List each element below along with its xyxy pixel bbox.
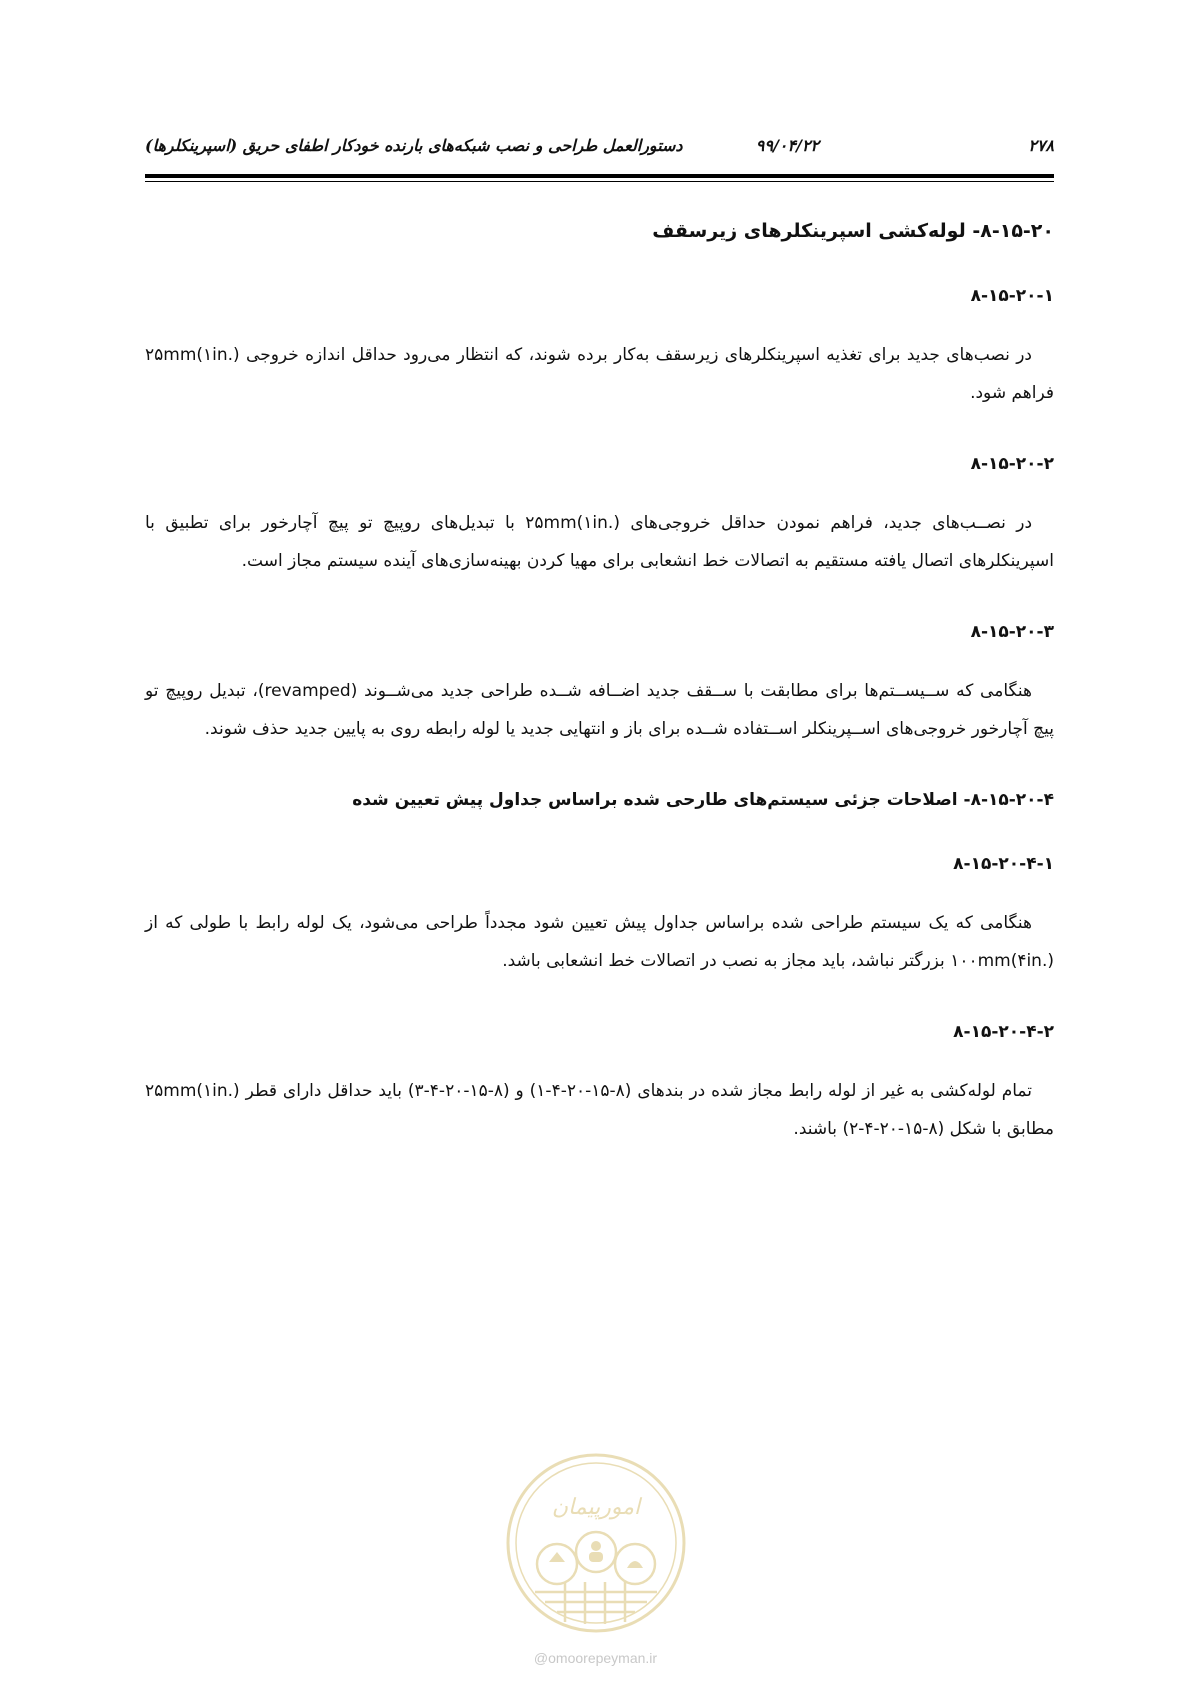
paragraph: هنگامی که یک سیستم طراحی شده براساس جداول پیش تعیین شود مجدداً طراحی می‌شود، یک لوله رابط با طولی که از ۱۰۰mm(۴in.) بزرگتر نباشد، باید مجاز به نصب در اتصالات خط انشعابی باشد. xyxy=(145,913,1054,971)
page-number: ۲۷۸ xyxy=(1028,136,1054,155)
subsection-heading: ۸-۱۵-۲۰-۴- اصلاحات جزئی سیستم‌های طارحی شده براساس جداول پیش تعیین شده xyxy=(352,790,1054,810)
watermark-site: @omoorepeyman.ir xyxy=(533,1650,658,1666)
watermark-logo-text: امورپیمان xyxy=(551,1495,641,1520)
clause-number: ۸-۱۵-۲۰-۴-۱ xyxy=(953,854,1054,874)
section-heading: ۸-۱۵-۲۰- لوله‌کشی اسپرینکلرهای زیرسقف xyxy=(652,220,1054,242)
header-rule-thick xyxy=(145,174,1054,178)
header-title: دستورالعمل طراحی و نصب شبکه‌های بارنده خودکار اطفای حریق (اسپرینکلرها) xyxy=(145,136,683,155)
header-date: ۹۹/۰۴/۲۲ xyxy=(755,136,819,155)
document-body xyxy=(145,200,1054,1148)
watermark-logo xyxy=(505,1452,687,1634)
header-rule-thin xyxy=(145,181,1054,182)
clause-number: ۸-۱۵-۲۰-۳ xyxy=(970,622,1054,642)
page-header xyxy=(145,128,1054,166)
paragraph: تمام لوله‌کشی به غیر از لوله رابط مجاز شده در بندهای (۸-۱۵-۲۰-۴-۱) و (۸-۱۵-۲۰-۴-۳) باید حداقل دارای قطر ۲۵mm(۱in.) مطابق با شکل (۸-۱۵-۲۰-۴-۲) باشند. xyxy=(145,1081,1054,1139)
clause-number: ۸-۱۵-۲۰-۲ xyxy=(970,454,1054,474)
paragraph: هنگامی که ســیســتم‌ها برای مطابقت با ســقف جدید اضــافه شــده طراحی جدید می‌شــوند (revamped)، تبدیل روپیچ تو پیچ آچارخور خروجی‌های اســپرینکلر اســتفاده شــده برای باز و انتهایی جدید یا لوله رابطه روی به پایین جدید حذف شوند. xyxy=(145,681,1054,739)
paragraph: در نصــب‌های جدید، فراهم نمودن حداقل خروجی‌های ۲۵mm(۱in.) با تبدیل‌های روپیچ تو پیچ آچارخور برای تطبیق با اسپرینکلرهای اتصال یافته مستقیم به اتصالات خط انشعابی برای مهیا کردن بهینه‌سازی‌های آینده سیستم مجاز است. xyxy=(145,513,1054,571)
clause-number: ۸-۱۵-۲۰-۱ xyxy=(970,286,1054,306)
paragraph: در نصب‌های جدید برای تغذیه اسپرینکلرهای زیرسقف به‌کار برده شوند، که انتظار می‌رود حداقل اندازه خروجی ۲۵mm(۱in.) فراهم شود. xyxy=(145,345,1054,403)
clause-number: ۸-۱۵-۲۰-۴-۲ xyxy=(953,1022,1054,1042)
